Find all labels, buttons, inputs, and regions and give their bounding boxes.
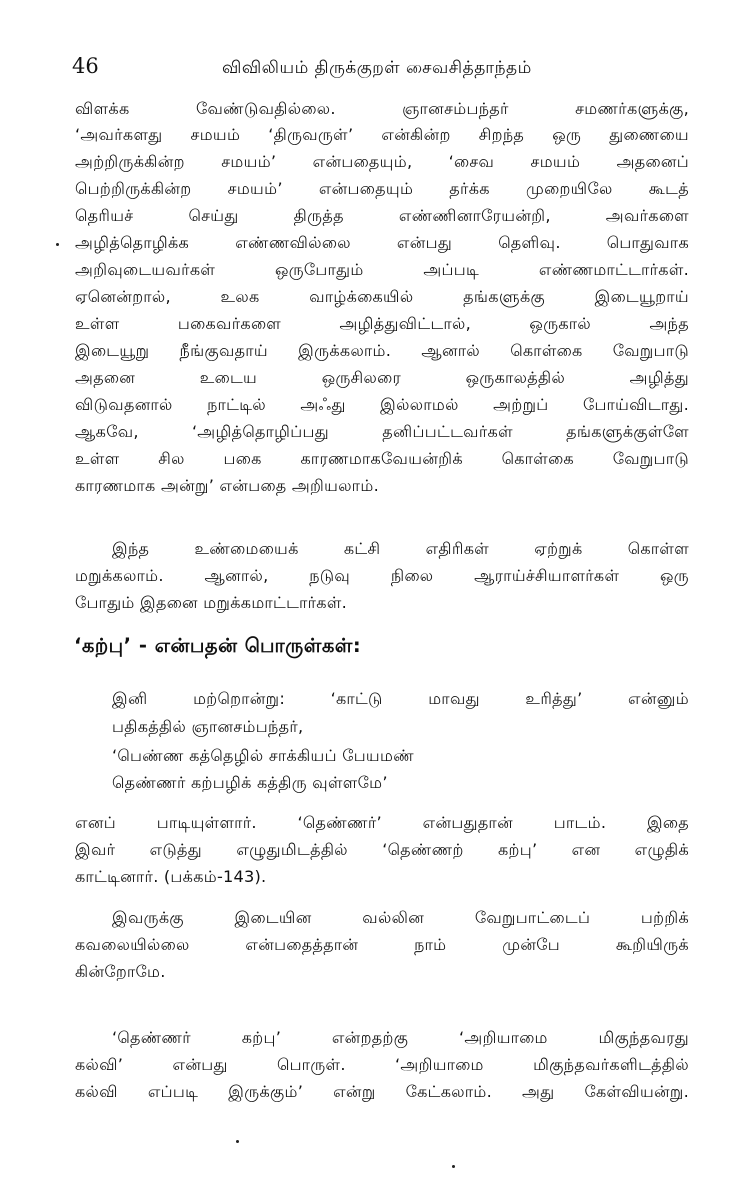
verse-line: ‘பெண்ண கத்தெழில் சாக்கியப் பேயமண் [112,746,415,765]
text-line: ஏனென்றால், உலக வாழ்க்கையில் தங்களுக்கு இடையூறாய் [75,287,689,306]
text-line: எனப் பாடியுள்ளார். ‘தெண்ணர்’ என்பதுதான் பாடம். இதை [75,813,689,832]
text-line: கின்றோமே. [75,962,166,981]
text-line: காரணமாக அன்று’ என்பதை அறியலாம். [75,476,379,495]
scan-speck [236,1140,239,1143]
section-heading: ‘கற்பு’ - என்பதன் பொருள்கள்: [74,634,362,657]
text-line: கல்வி’ என்பது பொருள். ‘அறியாமை மிகுந்தவர்களிடத்தில் [75,1055,689,1074]
text-line: விடுவதனால் நாட்டில் அஃது இல்லாமல் அற்றுப் போய்விடாது. [75,395,689,414]
text-line: தெரியச் செய்து திருத்த எண்ணினாரேயன்றி, அவர்களை [75,206,689,225]
text-line: மறுக்கலாம். ஆனால், நடுவு நிலை ஆராய்ச்சியாளர்கள் ஒரு [75,566,689,585]
text-line: அற்றிருக்கின்ற சமயம்’ என்பதையும், ‘சைவ சமயம் அதனைப் [75,152,689,171]
text-line: பெற்றிருக்கின்ற சமயம்’ என்பதையும் தர்க்க முறையிலே கூடத் [75,179,689,198]
text-line: உள்ள சில பகை காரணமாகவேயன்றிக் கொள்கை வேறுபாடு [75,449,689,468]
text-line: பதிகத்தில் ஞானசம்பந்தர், [112,717,304,736]
text-line: போதும் இதனை மறுக்கமாட்டார்கள். [75,593,347,612]
text-line: கவலையில்லை என்பதைத்தான் நாம் முன்பே கூறியிருக் [75,935,689,954]
text-line: அழித்தொழிக்க எண்ணவில்லை என்பது தெளிவு. பொதுவாக [75,233,689,252]
page-header [72,54,692,84]
text-line: இடையூறு நீங்குவதாய் இருக்கலாம். ஆனால் கொள்கை வேறுபாடு [75,341,689,360]
text-line: காட்டினார். (பக்கம்-143). [75,867,267,886]
scan-speck [56,243,59,246]
text-line: உள்ள பகைவர்களை அழித்துவிட்டால், ஒருகால் அந்த [75,314,689,333]
running-title: விவிலியம் திருக்குறள் சைவசித்தாந்தம் [222,58,532,78]
text-line: இந்த உண்மையைக் கட்சி எதிரிகள் ஏற்றுக் கொள்ள [112,539,689,558]
text-line: ஆகவே, ‘அழித்தொழிப்பது தனிப்பட்டவர்கள் தங்களுக்குள்ளே [75,422,689,441]
text-line: இவர் எடுத்து எழுதுமிடத்தில் ‘தெண்ணற் கற்பு’ என எழுதிக் [75,840,689,859]
text-line: அதனை உடைய ஒருசிலரை ஒருகாலத்தில் அழித்து [75,368,689,387]
verse-line: தெண்ணர் கற்பழிக் கத்திரு வுள்ளமே’ [112,773,388,792]
text-line: அறிவுடையவர்கள் ஒருபோதும் அப்படி எண்ணமாட்டார்கள். [75,260,689,279]
text-line: கல்வி எப்படி இருக்கும்’ என்று கேட்கலாம். அது கேள்வியன்று. [75,1082,689,1101]
text-line: இவருக்கு இடையின வல்லின வேறுபாட்டைப் பற்றிக் [112,908,689,927]
scan-speck [452,1165,455,1168]
text-line: ‘அவர்களது சமயம் ‘திருவருள்’ என்கின்ற சிறந்த ஒரு துணையை [75,125,689,144]
text-line: இனி மற்றொன்று: ‘காட்டு மாவது உரித்து’ என்னும் [112,689,689,708]
text-line: விளக்க வேண்டுவதில்லை. ஞானசம்பந்தர் சமணர்களுக்கு, [75,99,689,118]
page-number: 46 [72,54,99,78]
text-line: ‘தெண்ணர் கற்பு’ என்றதற்கு ‘அறியாமை மிகுந்தவரது [112,1028,689,1047]
